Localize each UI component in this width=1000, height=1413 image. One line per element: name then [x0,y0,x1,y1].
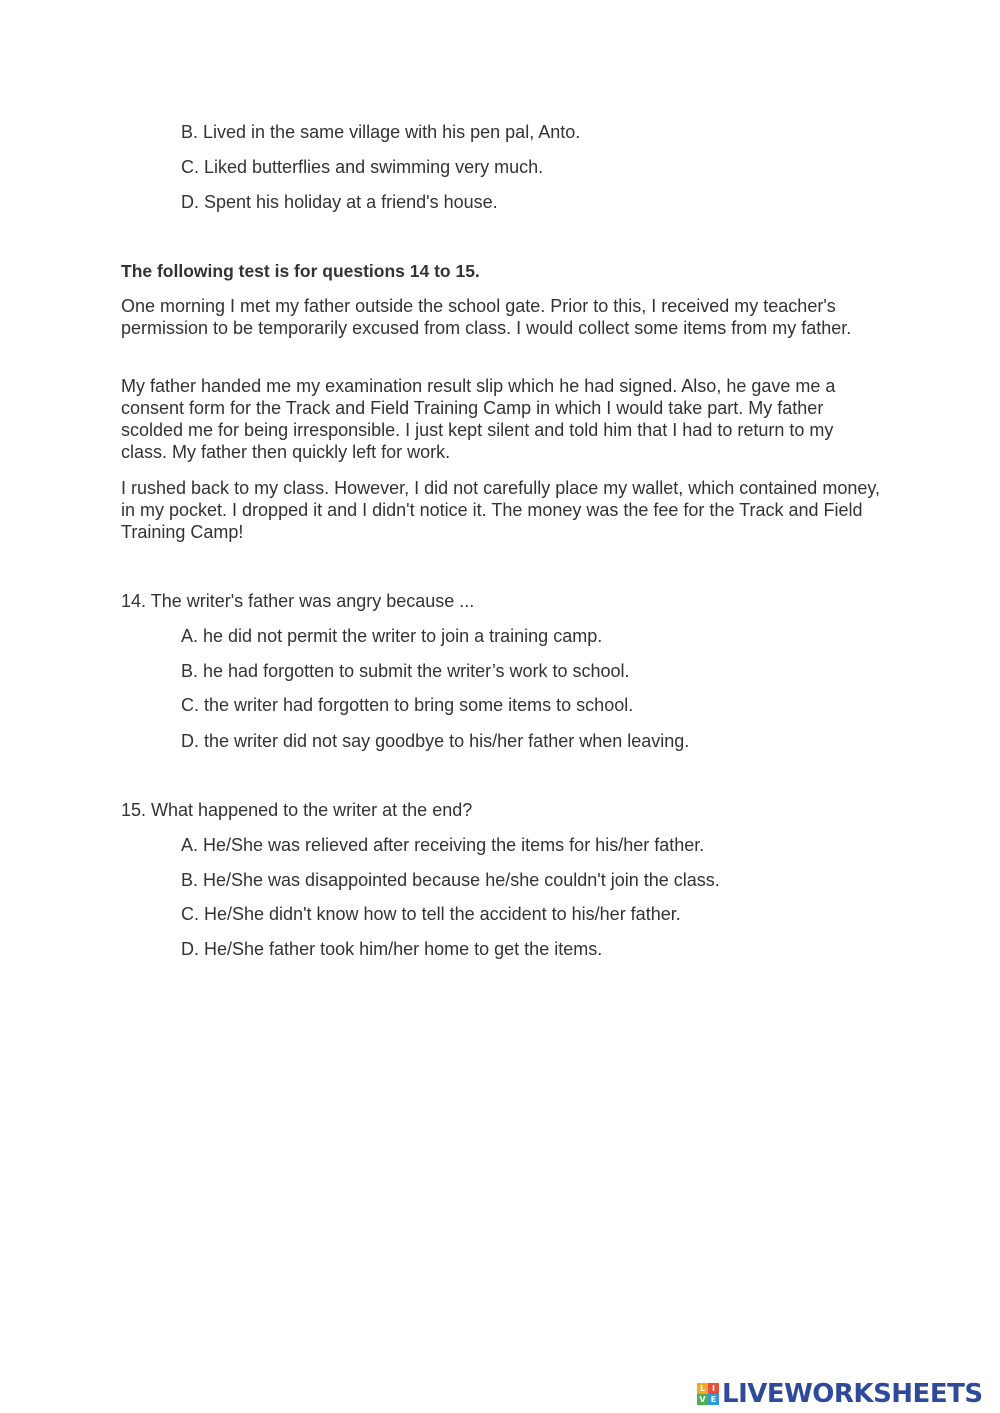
logo-mark-cell: V [697,1394,708,1405]
prev-option-d: D. Spent his holiday at a friend's house. [181,192,498,212]
q15-option-d: D. He/She father took him/her home to get the items. [181,939,603,959]
q15-option-b: B. He/She was disappointed because he/she couldn't join the class. [181,870,720,890]
q14-option-b: B. he had forgotten to submit the writer’s work to school. [181,661,630,681]
q14-option-a: A. he did not permit the writer to join a training camp. [181,626,603,646]
prev-option-c: C. Liked butterflies and swimming very much. [181,157,544,177]
question-15: 15. What happened to the writer at the end? [121,800,473,820]
question-14: 14. The writer's father was angry because ... [121,591,475,611]
liveworksheets-logo-icon [697,1383,719,1405]
q14-option-d: D. the writer did not say goodbye to his/her father when leaving. [181,731,690,751]
q14-option-c: C. the writer had forgotten to bring some items to school. [181,695,634,715]
q15-option-c: C. He/She didn't know how to tell the accident to his/her father. [181,904,681,924]
prev-option-b: B. Lived in the same village with his pen pal, Anto. [181,122,581,142]
q15-option-a: A. He/She was relieved after receiving the items for his/her father. [181,835,705,855]
logo-text: LIVEWORKSHEETS [722,1379,983,1409]
passage-paragraph-1: One morning I met my father outside the school gate. Prior to this, I received my teacher's permission to be temporarily excused from class. I would collect some items from my father. [121,296,852,338]
passage-paragraph-2: My father handed me my examination result slip which he had signed. Also, he gave me a consent form for the Track and Field Training Camp in which I would take part. My father scolded me for being irresponsible. I just kept silent and told him that I had to return to my class. My father then quickly left for work. [121,376,836,462]
logo-mark-cell: L [697,1383,708,1394]
liveworksheets-logo [697,1378,983,1410]
logo-mark-cell: I [708,1383,719,1394]
section-heading: The following test is for questions 14 to 15. [121,261,480,281]
logo-mark-cell: E [708,1394,719,1405]
passage-paragraph-3: I rushed back to my class. However, I did not carefully place my wallet, which contained money, in my pocket. I dropped it and I didn't notice it. The money was the fee for the Track and Field Training Camp! [121,478,881,542]
